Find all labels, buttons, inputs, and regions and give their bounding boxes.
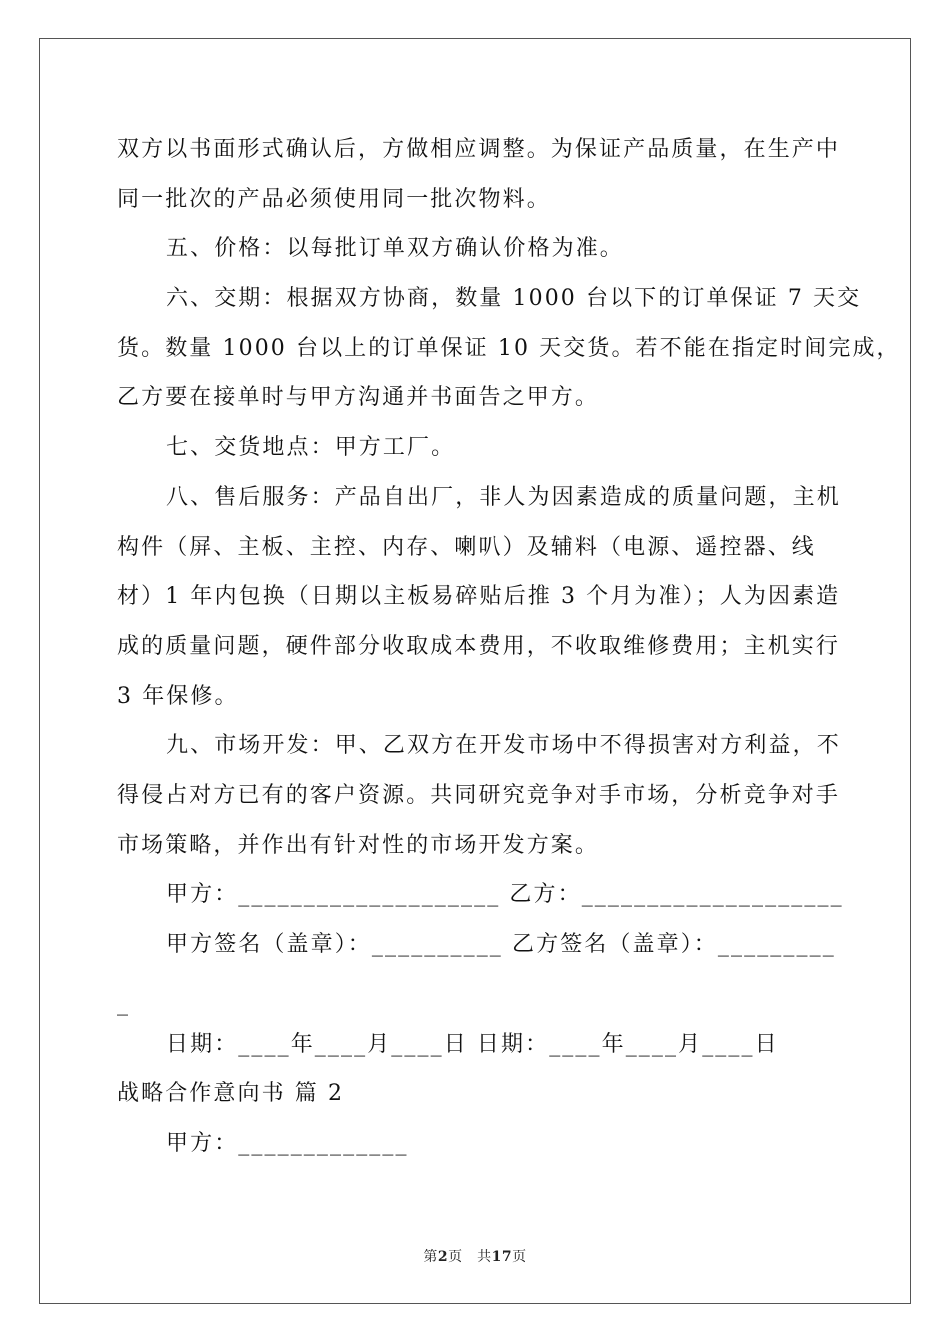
clause-aftersales-line-1: 八、售后服务：产品自出厂，非人为因素造成的质量问题，主机: [166, 485, 841, 510]
page-border: [39, 38, 911, 1304]
clause-delivery-line-1: 六、交期：根据双方协商，数量 1000 台以下的订单保证 7 天交: [166, 286, 862, 311]
clause-market-line-1: 九、市场开发：甲、乙双方在开发市场中不得损害对方利益，不: [166, 733, 841, 758]
page-footer: [0, 1248, 950, 1266]
footer-page-number: 2: [437, 1249, 449, 1265]
clause-market-line-3: 市场策略，并作出有针对性的市场开发方案。: [117, 833, 600, 858]
signature-field-overflow: _: [117, 991, 128, 1016]
clause-aftersales-line-3: 材）1 年内包换（日期以主板易碎贴后推 3 个月为准）；人为因素造: [117, 584, 841, 609]
clause-aftersales-line-2: 构件（屏、主板、主控、内存、喇叭）及辅料（电源、遥控器、线: [117, 535, 816, 560]
clause-aftersales-line-4: 成的质量问题，硬件部分收取成本费用，不收取维修费用；主机实行: [117, 634, 841, 659]
footer-suffix: 页: [512, 1249, 527, 1265]
footer-total-pages: 17: [491, 1249, 513, 1265]
clause-delivery-place: 七、交货地点：甲方工厂。: [166, 435, 456, 460]
paragraph-line-1: 双方以书面形式确认后，方做相应调整。为保证产品质量，在生产中: [117, 137, 841, 162]
footer-mid: 页 共: [448, 1249, 492, 1265]
section-heading: 战略合作意向书 篇 2: [117, 1081, 345, 1106]
clause-price: 五、价格：以每批订单双方确认价格为准。: [166, 236, 624, 261]
clause-delivery-line-3: 乙方要在接单时与甲方沟通并书面告之甲方。: [117, 385, 600, 410]
signature-fields: 甲方签名（盖章）：__________ 乙方签名（盖章）：_________: [166, 932, 836, 957]
footer-prefix: 第: [423, 1249, 438, 1265]
date-fields: 日期：____年____月____日 日期：____年____月____日: [166, 1032, 779, 1057]
clause-delivery-line-2: 货。数量 1000 台以上的订单保证 10 天交货。若不能在指定时间完成，: [117, 336, 901, 361]
clause-aftersales-line-5: 3 年保修。: [117, 684, 239, 709]
party-fields: 甲方：____________________ 乙方：____________________: [166, 882, 844, 907]
paragraph-line-2: 同一批次的产品必须使用同一批次物料。: [117, 187, 551, 212]
party-a-field: 甲方：_____________: [166, 1131, 409, 1156]
clause-market-line-2: 得侵占对方已有的客户资源。共同研究竞争对手市场，分析竞争对手: [117, 783, 841, 808]
